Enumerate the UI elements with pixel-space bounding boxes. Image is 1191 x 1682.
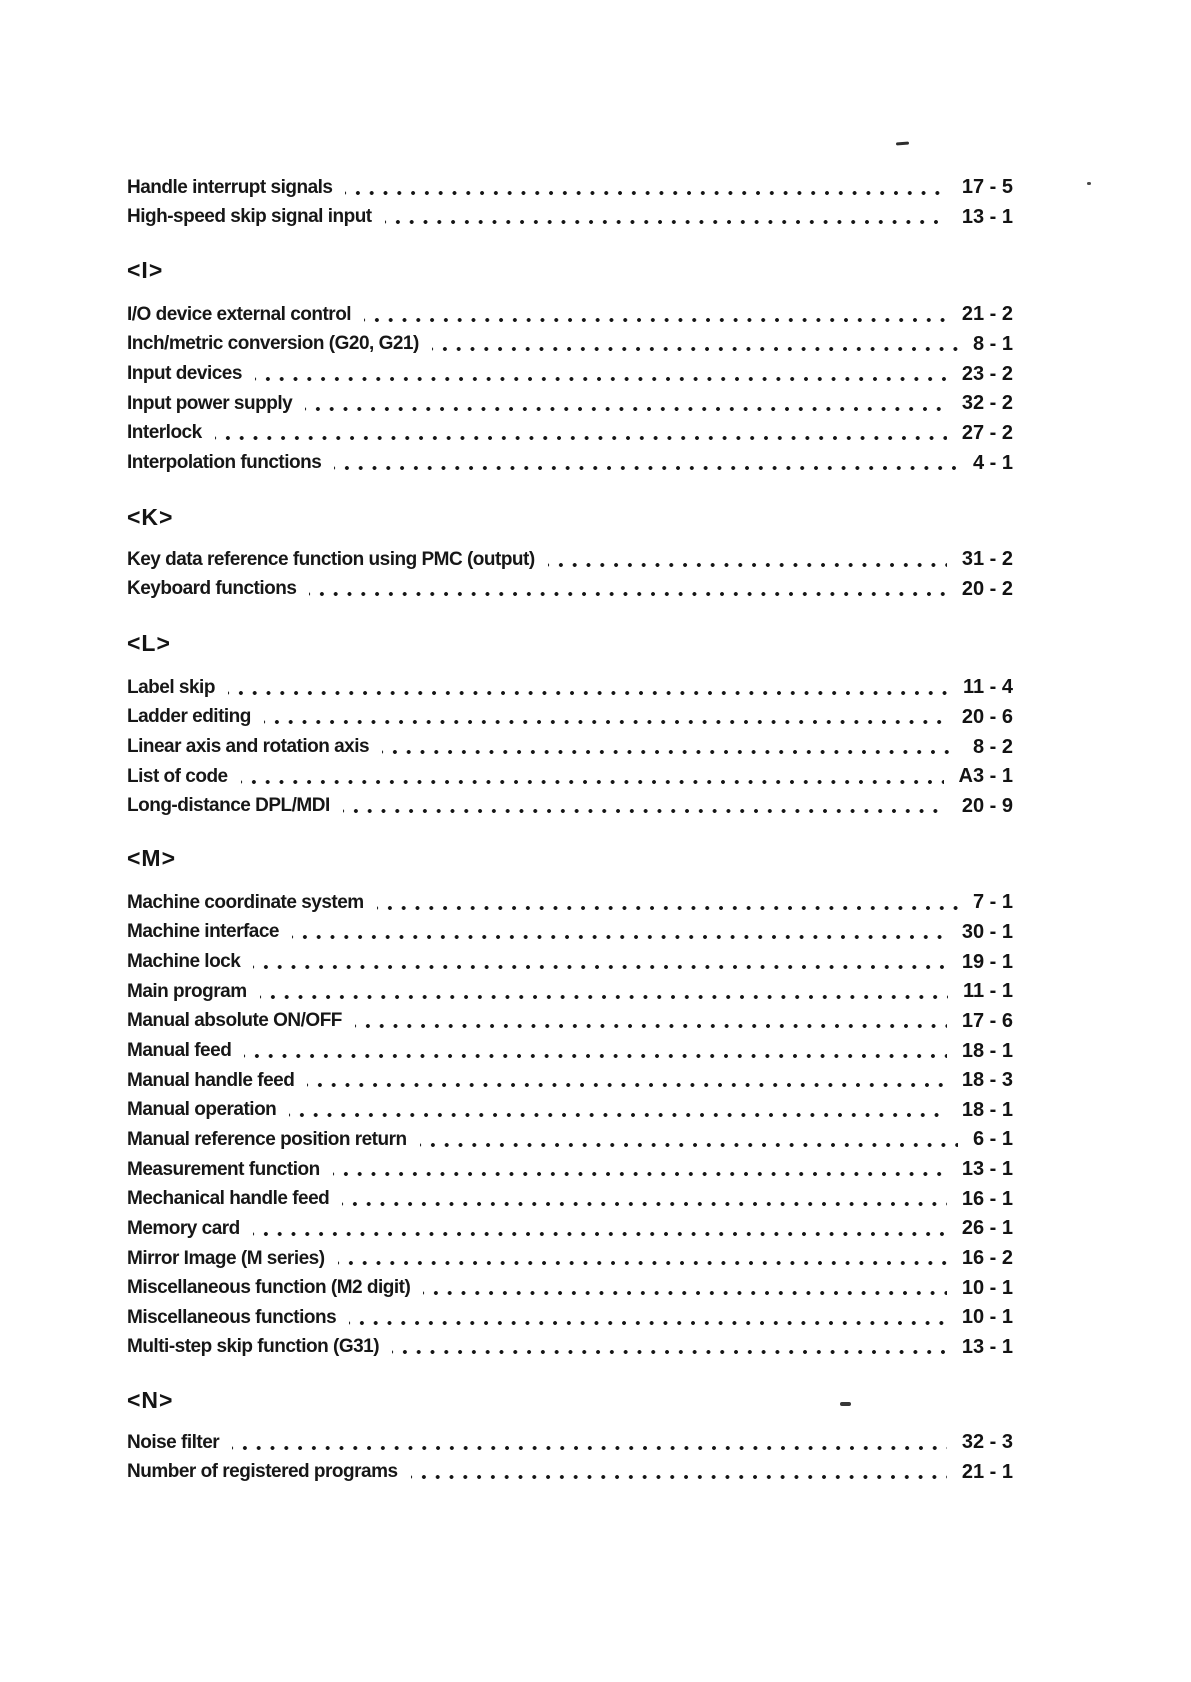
leader-dots <box>253 947 947 977</box>
index-entry-row <box>127 575 1013 605</box>
scan-speck-dash-icon <box>840 1402 851 1406</box>
leader-dots <box>264 703 947 733</box>
index-entry-row <box>127 1125 1013 1155</box>
index-entry-page-number: 8 - 2 <box>972 735 1013 758</box>
leader-dots <box>355 1007 947 1037</box>
leader-dots <box>382 732 958 762</box>
leader-dots <box>548 545 947 575</box>
index-entry-row <box>127 1458 1013 1488</box>
index-entry-label: Manual handle feed <box>127 1069 295 1091</box>
index-entry-page-number: 21 - 1 <box>961 1460 1013 1483</box>
index-entry-page-number: 6 - 1 <box>972 1128 1013 1151</box>
index-entry-label: I/O device external control <box>127 303 352 325</box>
leader-dots <box>432 330 958 360</box>
index-entry-row <box>127 1155 1013 1185</box>
leader-dots <box>260 977 948 1007</box>
section-letter-header: <L> <box>127 630 171 656</box>
leader-dots <box>253 1214 947 1244</box>
index-entry-row <box>127 419 1013 449</box>
index-entry-label: Multi-step skip function (G31) <box>127 1336 380 1358</box>
index-entry-row <box>127 448 1013 478</box>
section-entries <box>127 545 1013 604</box>
index-entry-page-number: 20 - 6 <box>961 705 1013 728</box>
index-section <box>127 626 1013 821</box>
leader-dots <box>392 1333 947 1363</box>
leader-dots <box>343 792 947 822</box>
index-entry-row <box>127 792 1013 822</box>
index-entry-label: Key data reference function using PMC (output) <box>127 548 535 570</box>
index-entry-page-number: 30 - 1 <box>961 920 1013 943</box>
index-continued-entries <box>127 173 1013 232</box>
index-entry-page-number: 17 - 6 <box>961 1009 1013 1032</box>
index-entry-row <box>127 977 1013 1007</box>
index-entry-row <box>127 918 1013 948</box>
leader-dots <box>232 1428 947 1458</box>
index-entry-label: High-speed skip signal input <box>127 206 372 228</box>
index-entry-page-number: 13 - 1 <box>961 205 1013 228</box>
index-entry-page-number: 11 - 1 <box>962 980 1013 1003</box>
index-entry-row <box>127 203 1013 233</box>
index-entry-label: Memory card <box>127 1217 240 1239</box>
index-entry-label: Label skip <box>127 676 215 698</box>
index-entry-label: Inch/metric conversion (G20, G21) <box>127 333 419 355</box>
index-entry-page-number: 18 - 3 <box>961 1069 1013 1092</box>
index-entry-page-number: A3 - 1 <box>958 765 1013 788</box>
index-section <box>127 253 1013 478</box>
section-entries <box>127 673 1013 821</box>
index-entry-label: Interlock <box>127 422 202 444</box>
index-entry-page-number: 26 - 1 <box>961 1217 1013 1240</box>
index-entry-label: Machine coordinate system <box>127 891 364 913</box>
index-entry-row <box>127 359 1013 389</box>
section-letter-header: <K> <box>127 504 174 530</box>
index-entry-page-number: 11 - 4 <box>962 676 1013 699</box>
index-entry-page-number: 23 - 2 <box>961 362 1013 385</box>
section-entries <box>127 888 1013 1362</box>
index-entry-row <box>127 1244 1013 1274</box>
index-entry-page-number: 18 - 1 <box>961 1039 1013 1062</box>
leader-dots <box>309 575 946 605</box>
index-section <box>127 500 1013 604</box>
index-entry-page-number: 16 - 2 <box>961 1247 1013 1269</box>
leader-dots <box>338 1244 947 1274</box>
index-entry-label: Manual feed <box>127 1040 232 1062</box>
leader-dots <box>385 203 947 233</box>
index-entry-page-number: 18 - 1 <box>961 1098 1013 1121</box>
index-entry-row <box>127 1428 1013 1458</box>
leader-dots <box>334 448 958 478</box>
index-entry-page-number: 4 - 1 <box>972 451 1013 474</box>
index-entry-page-number: 17 - 5 <box>961 176 1013 199</box>
leader-dots <box>333 1155 947 1185</box>
index-entry-row <box>127 888 1013 918</box>
leader-dots <box>342 1184 947 1214</box>
index-entry-row <box>127 1007 1013 1037</box>
index-entry-label: Ladder editing <box>127 706 251 728</box>
index-entry-label: Manual reference position return <box>127 1128 407 1150</box>
index-entry-row <box>127 762 1013 792</box>
index-entry-label: Linear axis and rotation axis <box>127 736 370 758</box>
section-entries <box>127 300 1013 478</box>
index-entry-label: Measurement function <box>127 1158 320 1180</box>
scan-speck-dot-icon <box>1087 182 1091 185</box>
leader-dots <box>349 1303 947 1333</box>
index-entry-page-number: 20 - 9 <box>961 794 1013 817</box>
index-entry-row <box>127 1095 1013 1125</box>
leader-dots <box>364 300 947 330</box>
index-entry-label: List of code <box>127 765 228 787</box>
index-entry-label: Input devices <box>127 363 242 385</box>
index-entry-row <box>127 703 1013 733</box>
index-entry-label: Mirror Image (M series) <box>127 1247 325 1269</box>
index-entry-row <box>127 173 1013 203</box>
leader-dots <box>305 389 947 419</box>
index-entry-label: Keyboard functions <box>127 578 297 600</box>
scan-speck-dash-icon <box>896 142 909 146</box>
index-entry-row <box>127 1333 1013 1363</box>
index-entry-label: Mechanical handle feed <box>127 1188 330 1210</box>
index-entry-page-number: 13 - 1 <box>961 1335 1013 1358</box>
index-entry-page-number: 13 - 1 <box>961 1158 1013 1181</box>
index-entry-row <box>127 947 1013 977</box>
leader-dots <box>307 1066 947 1096</box>
index-entry-page-number: 16 - 1 <box>961 1187 1013 1210</box>
index-entry-page-number: 20 - 2 <box>961 577 1013 600</box>
index-entry-label: Machine lock <box>127 951 241 973</box>
index-entry-page-number: 10 - 1 <box>961 1306 1013 1329</box>
leader-dots <box>241 762 944 792</box>
leader-dots <box>411 1458 947 1488</box>
index-entry-row <box>127 389 1013 419</box>
index-entry-row <box>127 330 1013 360</box>
index-entry-page-number: 7 - 1 <box>972 891 1013 914</box>
index-entry-label: Long-distance DPL/MDI <box>127 795 330 817</box>
index-entry-page-number: 32 - 3 <box>961 1431 1013 1454</box>
index-entry-label: Miscellaneous functions <box>127 1306 337 1328</box>
leader-dots <box>377 888 958 918</box>
index-entry-label: Manual operation <box>127 1099 277 1121</box>
index-entry-page-number: 10 - 1 <box>961 1276 1013 1299</box>
index-entry-page-number: 32 - 2 <box>961 392 1013 415</box>
index-entry-row <box>127 545 1013 575</box>
index-entry-page-number: 19 - 1 <box>961 950 1013 973</box>
index-entry-page-number: 31 - 2 <box>961 548 1013 571</box>
index-entry-row <box>127 300 1013 330</box>
index-entry-label: Miscellaneous function (M2 digit) <box>127 1277 411 1299</box>
section-letter-header: <I> <box>127 257 164 283</box>
section-entries <box>127 1428 1013 1487</box>
index-entry-label: Manual absolute ON/OFF <box>127 1010 342 1032</box>
index-section <box>127 1383 1013 1487</box>
leader-dots <box>215 419 947 449</box>
leader-dots <box>423 1273 947 1303</box>
index-entry-label: Handle interrupt signals <box>127 176 333 198</box>
index-entry-label: Machine interface <box>127 921 279 943</box>
index-entry-page-number: 21 - 2 <box>961 303 1013 326</box>
leader-dots <box>289 1095 947 1125</box>
leader-dots <box>345 173 946 203</box>
index-entry-label: Noise filter <box>127 1431 220 1453</box>
leader-dots <box>292 918 947 948</box>
index-entry-label: Interpolation functions <box>127 452 322 474</box>
index-entry-row <box>127 732 1013 762</box>
index-section <box>127 841 1013 1362</box>
leader-dots <box>228 673 948 703</box>
index-entry-row <box>127 1214 1013 1244</box>
index-entry-label: Input power supply <box>127 392 293 414</box>
leader-dots <box>244 1036 947 1066</box>
index-entry-row <box>127 1066 1013 1096</box>
leader-dots <box>420 1125 958 1155</box>
index-entry-row <box>127 1303 1013 1333</box>
index-entry-row <box>127 1273 1013 1303</box>
index-entry-page-number: 27 - 2 <box>961 421 1013 444</box>
section-letter-header: <N> <box>127 1387 174 1413</box>
index-entry-row <box>127 673 1013 703</box>
section-letter-header: <M> <box>127 845 177 871</box>
index-entry-page-number: 8 - 1 <box>972 332 1013 355</box>
index-entry-label: Main program <box>127 980 247 1002</box>
index-entry-label: Number of registered programs <box>127 1461 398 1483</box>
index-entry-row <box>127 1036 1013 1066</box>
index-entry-row <box>127 1184 1013 1214</box>
leader-dots <box>255 359 947 389</box>
